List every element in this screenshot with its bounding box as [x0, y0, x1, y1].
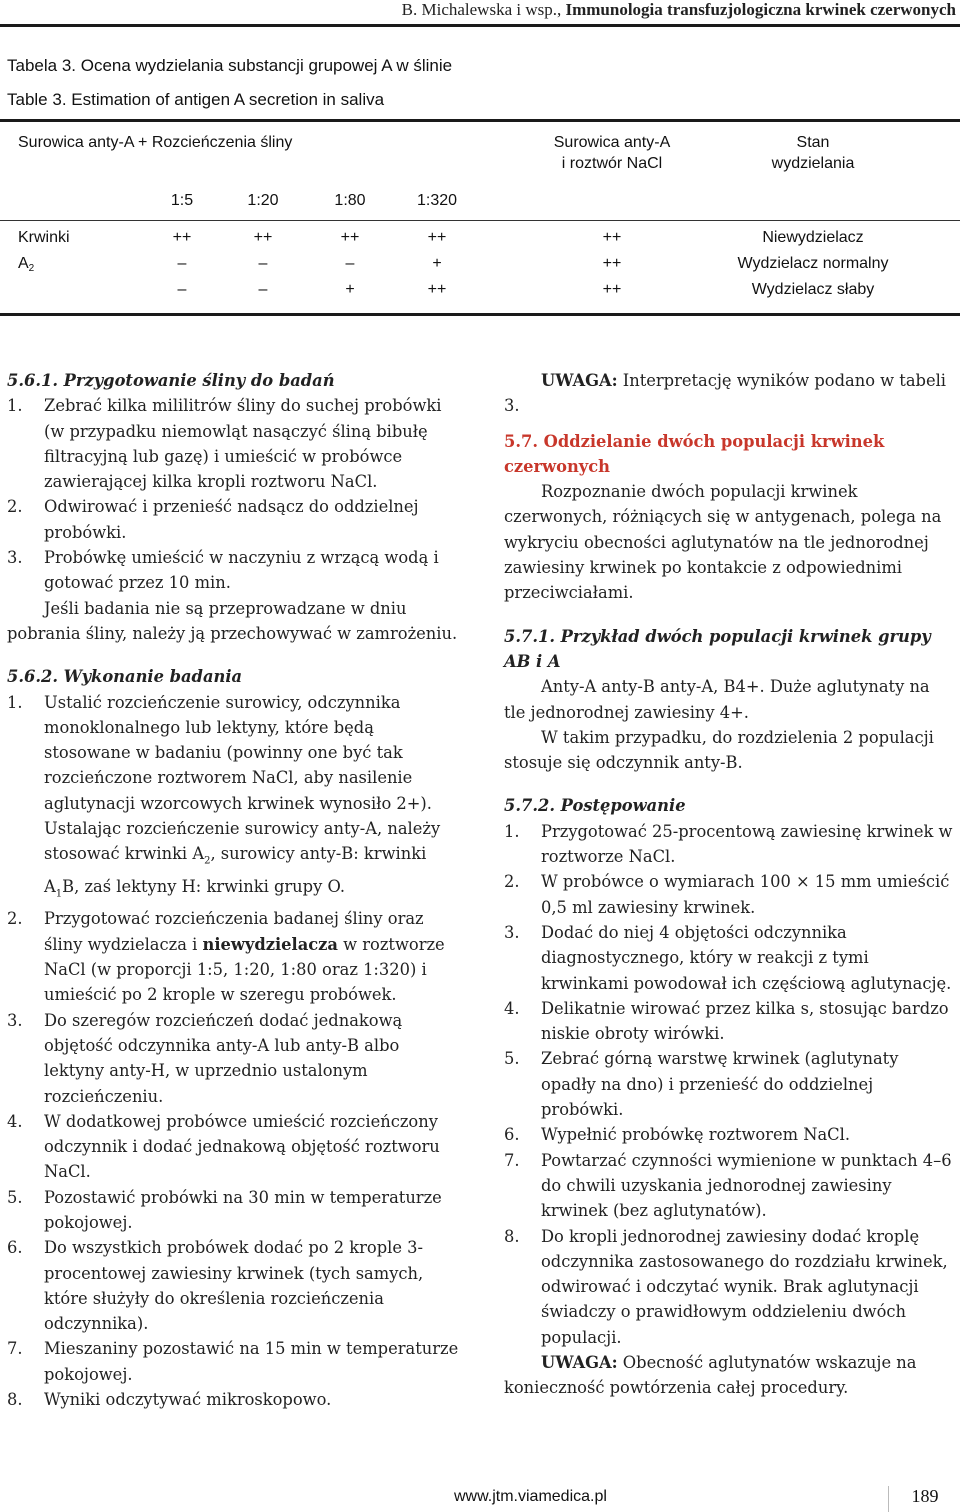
list-item: 6. Wypełnić probówkę roztworem NaCl. — [504, 1125, 851, 1145]
section-heading-571: 5.7.1. Przykład dwóch populacji krwinek grupy AB i A — [504, 626, 931, 671]
col-header-nacl-1: Surowica anty-A — [553, 134, 671, 151]
table-top-rule — [0, 119, 960, 122]
list-item: 7. Powtarzać czynności wymienione w punktach 4–6 do chwili uzyskania jednorodnej zawiesiny krwinek (bez aglutynatów). — [504, 1150, 952, 1221]
table-cell-nacl: ++ — [602, 281, 622, 298]
list-item: 2. W probówce o wymiarach 100 × 15 mm umieścić 0,5 ml zawiesiny krwinek. — [504, 872, 950, 917]
table-cell: ++ — [427, 281, 447, 298]
paragraph-571b: W takim przypadku, do rozdzielenia 2 populacji stosuje się odczynnik anty-B. — [504, 727, 934, 773]
table-caption-pl: Tabela 3. Ocena wydzielania substancji grupowej A w ślinie — [7, 56, 453, 75]
list-item: 2. Przygotować rozcieńczenia badanej śliny oraz śliny wydzielacza i niewydzielacza w roztworze NaCl (w proporcji 1:5, 1:20, 1:80 oraz 1:320) i umieścić po 2 krople w szeregu probówek. — [7, 909, 445, 1005]
section-heading-561: 5.6.1. Przygotowanie śliny do badań — [7, 371, 335, 390]
table-bottom-rule — [0, 313, 960, 316]
table-cell: ++ — [427, 229, 447, 246]
table-cell-nacl: ++ — [602, 255, 622, 272]
table-caption-en: Table 3. Estimation of antigen A secretion in saliva — [7, 90, 385, 109]
table-cell-nacl: ++ — [602, 229, 622, 246]
list-item: 1. Przygotować 25-procentową zawiesinę krwinek w roztworze NaCl. — [504, 821, 953, 867]
list-item: 4. W dodatkowej probówce umieścić rozcieńczony odczynnik i dodać jednakową objętość roztworu NaCl. — [7, 1111, 440, 1182]
table-cell: – — [258, 281, 268, 298]
list-item: 2. Odwirować i przenieść nadsącz do oddzielnej probówki. — [7, 497, 419, 542]
list-item: 3. Probówkę umieścić w naczyniu z wrzącą wodą i gotować przez 10 min. — [7, 548, 439, 593]
table-cell: + — [345, 281, 355, 298]
header-rule — [0, 24, 960, 27]
list-item: 3. Do szeregów rozcieńczeń dodać jednakową objętość odczynnika anty-A lub anty-B albo lektyny anty-H, w uprzednio ustalonym rozcieńczeniu. — [7, 1010, 403, 1106]
list-item: 4. Delikatnie wirować przez kilka s, stosując bardzo niskie obroty wirówki. — [504, 998, 949, 1044]
table-cell: – — [345, 255, 355, 272]
table-header-rule — [0, 220, 960, 221]
table-cell: – — [258, 255, 268, 272]
left-column — [7, 368, 459, 1412]
row-label-a-sub: 2 — [28, 263, 35, 274]
table-cell-status: Niewydzielacz — [762, 229, 864, 246]
list-item: 7. Mieszaniny pozostawić na 15 min w temperaturze pokojowej. — [7, 1339, 459, 1384]
table-cell: – — [177, 255, 187, 272]
col-header-group: Surowica anty-A + Rozcieńczenia śliny — [18, 134, 293, 151]
paragraph-571a: Anty-A anty-B anty-A, B4+. Duże aglutynaty na tle jednorodnej zawiesiny 4+. — [504, 677, 930, 722]
col-header-status-2: wydzielania — [771, 155, 855, 172]
section-heading-572: 5.7.2. Postępowanie — [504, 796, 686, 816]
running-header — [0, 0, 960, 20]
dilution-1-5: 1:5 — [170, 192, 194, 209]
col-header-nacl-2: i roztwór NaCl — [561, 155, 663, 172]
right-column — [504, 368, 956, 1401]
col-header-status-1: Stan — [796, 134, 830, 151]
note-warning: UWAGA: Obecność aglutynatów wskazuje na konieczność powtórzenia całej procedury. — [504, 1352, 917, 1398]
paragraph-57: Rozpoznanie dwóch populacji krwinek czerwonych, różniących się w antygenach, polega na wykryciu obecności aglutynatów na tle jednorodnej zawiesiny krwinek po kontakcie z odpowiednimi przeciwciałami. — [504, 482, 942, 603]
header-authors: B. Michalewska i wsp., — [401, 0, 562, 19]
list-item: 6. Do wszystkich probówek dodać po 2 krople 3-procentowej zawiesiny krwinek (tych samych, które służyły do określenia rozcieńczenia odczynnika). — [7, 1238, 424, 1334]
table-cell: ++ — [172, 229, 192, 246]
page-number: 189 — [888, 1486, 960, 1512]
table-cell: ++ — [253, 229, 273, 246]
list-item: 5. Pozostawić probówki na 30 min w temperaturze pokojowej. — [7, 1187, 442, 1232]
dilution-1-320: 1:320 — [416, 192, 458, 209]
section-heading-57: 5.7. Oddzielanie dwóch populacji krwinek czerwonych — [504, 431, 885, 476]
list-item: 1. Ustalić rozcieńczenie surowicy, odczynnika monoklonalnego lub lektyny, które będą stosowane w badaniu (powinny one być tak rozcieńczone roztworem NaCl, aby nasilenie aglutynacji wzorcowych krwinek wynosiło 2+). Ustalając rozcieńczenie surowicy anty-A, należy stosować krwinki $A_2$, surowicy anty-B: krwinki $A_1B$, zaś lektyny H: krwinki grupy O. — [7, 692, 441, 900]
note-interpretation: UWAGA: Interpretację wyników podano w tabeli 3. — [504, 371, 947, 416]
table-cell: – — [177, 281, 187, 298]
list-item: 8. Do kropli jednorodnej zawiesiny dodać kroplę odczynnika zastosowanego do rozdziału krwinek, odwirować i odczytać wynik. Brak aglutynacji świadczy o prawidłowym oddzieleniu dwóch populacji. — [504, 1226, 948, 1347]
table-cell-status: Wydzielacz normalny — [737, 255, 889, 272]
list-item: 8. Wyniki odczytywać mikroskopowo. — [7, 1390, 332, 1410]
table-cell: ++ — [340, 229, 360, 246]
footer-url[interactable]: www.jtm.viamedica.pl — [454, 1488, 607, 1505]
row-label-a2 — [18, 255, 34, 274]
list-item: 1. Zebrać kilka mililitrów śliny do suchej probówki (w przypadku niemowląt nasączyć śliną bibułę filtracyjną lub gazę) i umieścić w probówce zawierającej kilka kropli roztworu NaCl. — [7, 396, 442, 492]
table-cell: + — [432, 255, 442, 272]
table-cell-status: Wydzielacz słaby — [751, 281, 875, 298]
list-item: 5. Zebrać górną warstwę krwinek (aglutynaty opadły na dno) i przenieść do oddzielnej probówki. — [504, 1049, 899, 1120]
dilution-1-20: 1:20 — [247, 192, 279, 209]
list-item: 3. Dodać do niej 4 objętości odczynnika diagnostycznego, który w reakcji z tymi krwinkami powodował ich częściową aglutynację. — [504, 922, 952, 993]
dilution-1-80: 1:80 — [334, 192, 366, 209]
section-heading-562: 5.6.2. Wykonanie badania — [7, 667, 243, 687]
row-label-krwinki: Krwinki — [18, 229, 70, 246]
row-label-a: A — [18, 255, 29, 272]
header-journal: Immunologia transfuzjologiczna krwinek czerwonych — [565, 0, 956, 19]
paragraph-storage: Jeśli badania nie są przeprowadzane w dniu pobrania śliny, należy ją przechowywać w zamrożeniu. — [7, 598, 458, 643]
